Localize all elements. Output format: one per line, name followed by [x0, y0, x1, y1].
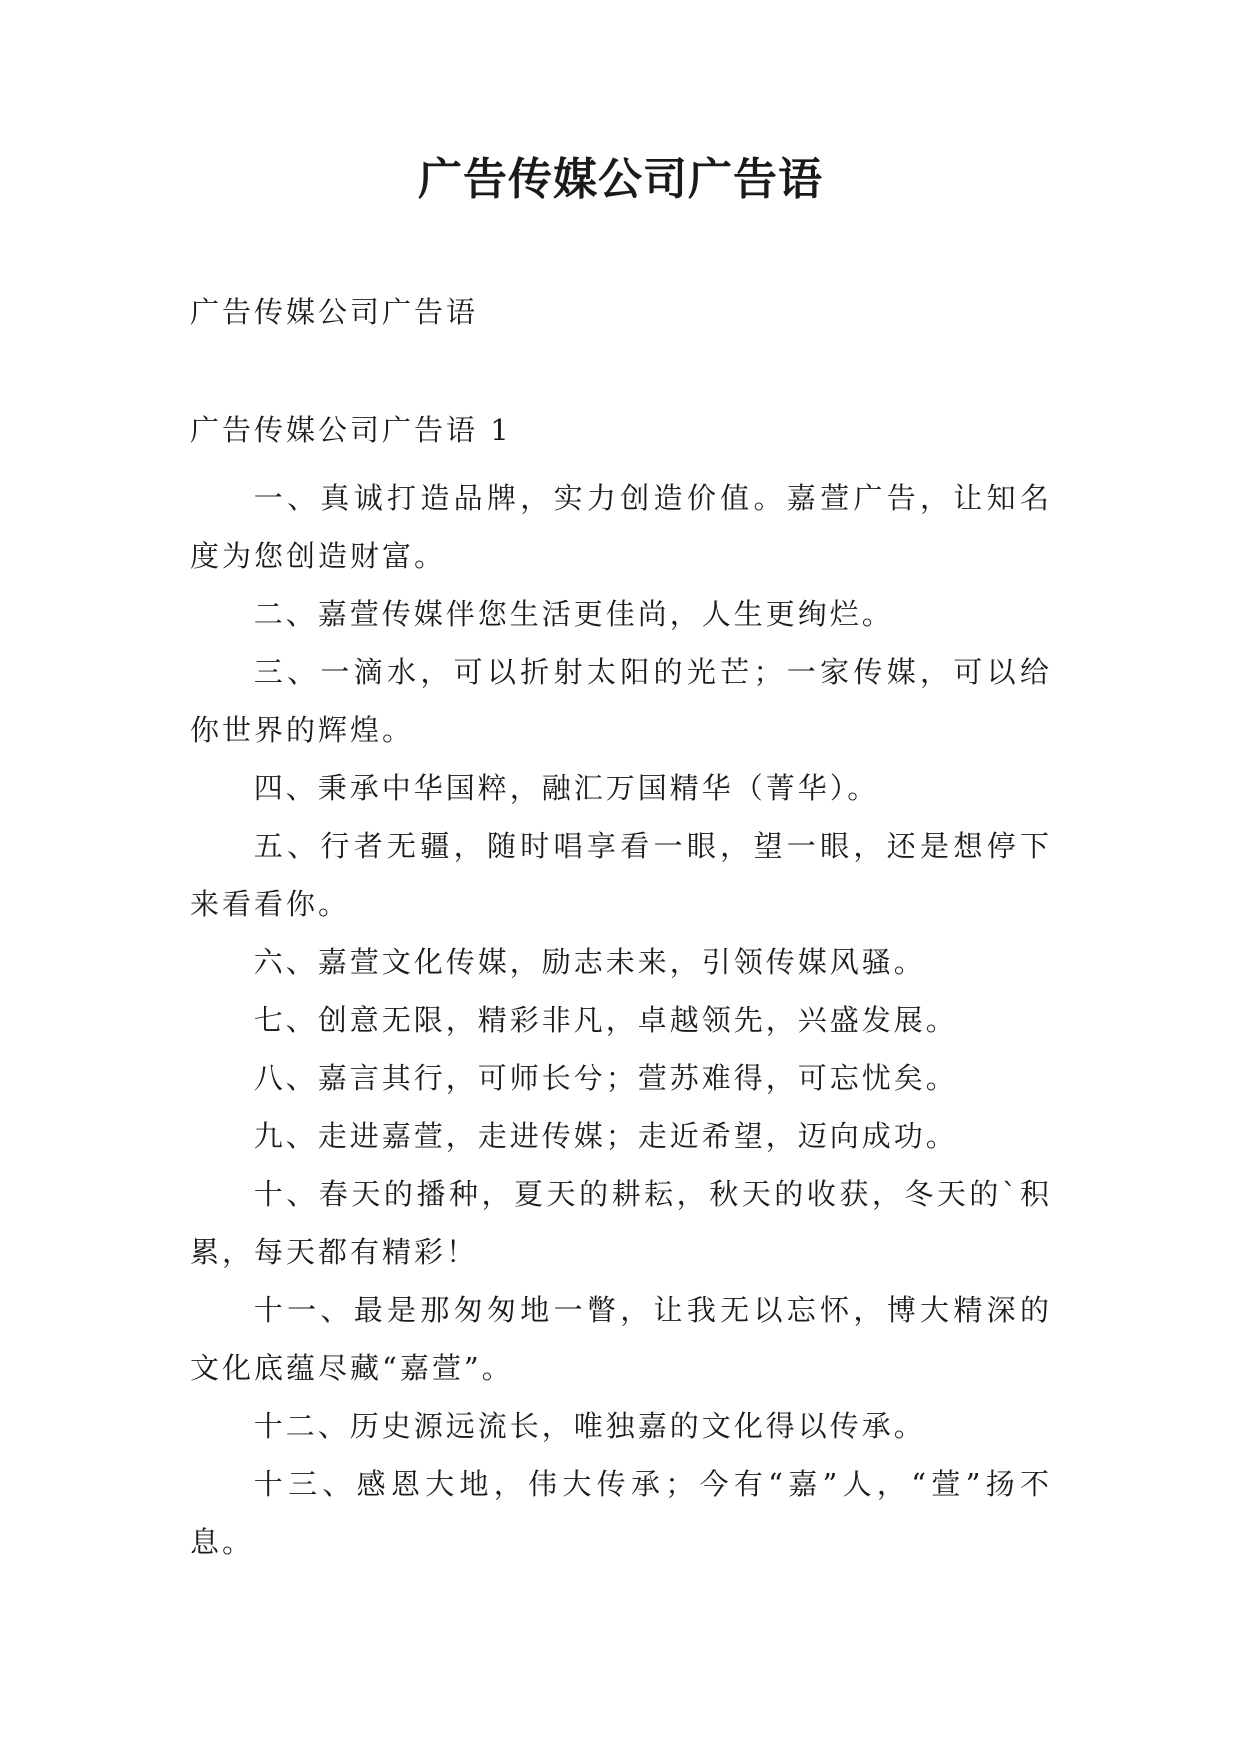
document-subtitle: 广告传媒公司广告语 — [190, 295, 479, 329]
paragraph: 五、行者无疆，随时唱享看一眼，望一眼，还是想停下来看看你。 — [190, 829, 1052, 921]
document-body — [190, 469, 1052, 1571]
paragraph: 九、走进嘉萱，走进传媒；走近希望，迈向成功。 — [253, 1119, 958, 1153]
paragraph: 八、嘉言其行，可师长兮；萱苏难得，可忘忧矣。 — [253, 1061, 958, 1095]
paragraph: 六、嘉萱文化传媒，励志未来，引领传媒风骚。 — [253, 945, 926, 979]
paragraph: 十三、感恩大地，伟大传承；今有“嘉”人，“萱”扬不息。 — [190, 1467, 1052, 1559]
paragraph: 三、一滴水，可以折射太阳的光芒；一家传媒，可以给你世界的辉煌。 — [190, 655, 1052, 747]
paragraph: 一、真诚打造品牌，实力创造价值。嘉萱广告，让知名度为您创造财富。 — [190, 481, 1052, 573]
section-heading: 广告传媒公司广告语 1 — [190, 413, 512, 447]
paragraph: 十二、历史源远流长，唯独嘉的文化得以传承。 — [253, 1409, 926, 1443]
paragraph: 十一、最是那匆匆地一瞥，让我无以忘怀，博大精深的文化底蕴尽藏“嘉萱”。 — [190, 1293, 1052, 1385]
page-title: 广告传媒公司广告语 — [418, 154, 823, 205]
paragraph: 十、春天的播种，夏天的耕耘，秋天的收获，冬天的`积累，每天都有精彩！ — [190, 1177, 1052, 1269]
paragraph: 二、嘉萱传媒伴您生活更佳尚，人生更绚烂。 — [253, 597, 894, 631]
paragraph: 四、秉承中华国粹，融汇万国精华（菁华）。 — [253, 771, 880, 805]
paragraph: 七、创意无限，精彩非凡，卓越领先，兴盛发展。 — [253, 1003, 958, 1037]
